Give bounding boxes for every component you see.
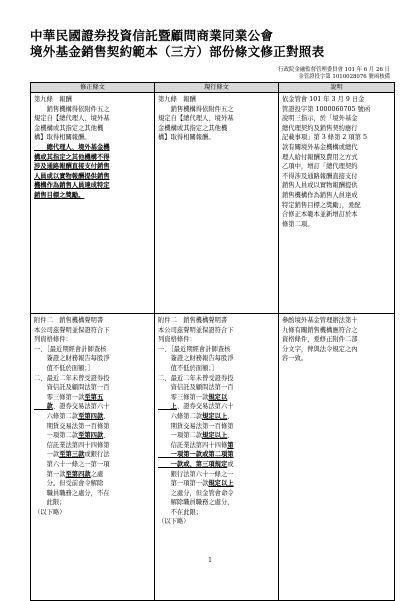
text-line bbox=[158, 431, 275, 441]
text-line bbox=[34, 335, 151, 345]
text-segment: 職員職務之處分，不在 bbox=[34, 489, 110, 497]
text-line bbox=[158, 393, 275, 403]
text-line bbox=[34, 460, 151, 470]
text-segment: 第六十一條之一第一項 bbox=[34, 460, 110, 468]
text-line bbox=[158, 517, 275, 527]
approval-line-1: 行政院金融監督管理委員會 101 年 6 月 26 日 bbox=[278, 67, 390, 73]
text-line: 款有關境外基金機構或總代 bbox=[282, 143, 358, 151]
text-segment: 、 bbox=[103, 432, 110, 440]
text-segment: 列資格條件： bbox=[34, 336, 72, 344]
text-segment: 信託業法第四十四條 bbox=[158, 441, 228, 449]
amended-text: 至第四款 bbox=[65, 470, 91, 478]
text-line: 不得涉及通路報酬直接支付 bbox=[282, 172, 358, 180]
text-segment: 、證券交易法第六十 bbox=[52, 403, 110, 411]
text-line bbox=[34, 441, 151, 451]
header-current: 現行條文 bbox=[155, 83, 279, 93]
amended-text: 一項第一款或第二項第 bbox=[158, 451, 234, 459]
text-segment: 一項第二款 bbox=[158, 432, 203, 440]
text-segment: 銷售機構得依附件五之 bbox=[34, 105, 110, 113]
text-line bbox=[34, 508, 151, 518]
text-line: 規定自【總代理人、境外基 bbox=[158, 115, 234, 123]
text-line bbox=[34, 431, 151, 441]
amended-text: 銷售目標之獎勵。 bbox=[34, 191, 85, 199]
text-line bbox=[158, 422, 275, 432]
text-segment: 一、［最近期經會計師查核 bbox=[158, 345, 231, 353]
text-line: 理人給付報酬及費用之方式 bbox=[282, 153, 358, 161]
text-line bbox=[34, 105, 151, 115]
header-amended: 修正條文 bbox=[31, 83, 155, 93]
amended-text: 規定以上 bbox=[202, 412, 228, 420]
text-segment: 本公司茲聲明並保證符合下 bbox=[34, 326, 110, 334]
text-line bbox=[158, 412, 275, 422]
amended-text: 構或其指定之其他機構不得 bbox=[34, 153, 110, 161]
document-title-association: 中華民國證券投資信託暨顧問商業同業公會 bbox=[30, 28, 274, 43]
text-segment: 值不低於面額；］ bbox=[158, 364, 218, 372]
text-line bbox=[34, 402, 151, 412]
text-line: 管證投字第 1000060705 號函 bbox=[282, 105, 371, 113]
text-line: 銷售機構得依附件五之 bbox=[158, 105, 234, 113]
text-line bbox=[34, 326, 151, 336]
text-line bbox=[34, 114, 151, 124]
text-line bbox=[158, 402, 275, 412]
text-segment: 期貨交易法第一百條第 bbox=[34, 422, 110, 430]
text-line: 合修正本範本並新增訂於本 bbox=[282, 211, 358, 219]
text-line: 參酌境外基金管理辦法第十 bbox=[282, 317, 358, 324]
text-segment: 不在此限； bbox=[158, 508, 203, 516]
text-line: 記載事項」第 3 條第 2 項第 5 bbox=[282, 134, 367, 142]
text-segment: 一款 bbox=[34, 451, 60, 459]
text-line bbox=[34, 316, 151, 326]
amended-text: 上 bbox=[158, 403, 177, 411]
text-line: 金機構或其指定之其他機 bbox=[158, 124, 228, 132]
text-line: 銷售機構作為銷售人員達成 bbox=[282, 191, 358, 199]
text-line: 銷售人員或以實物報酬提供 bbox=[282, 182, 358, 190]
text-segment: 六條第二款 bbox=[158, 412, 203, 420]
text-segment: 附件二 銷售機構聲明書 bbox=[158, 317, 228, 324]
text-segment: 列資格條件： bbox=[158, 336, 196, 344]
amended-text: 規定以上 bbox=[202, 432, 228, 440]
text-segment: 規定自【總代理人、境外基 bbox=[34, 115, 110, 123]
amended-text: 規定以上 bbox=[208, 480, 234, 488]
text-line bbox=[158, 364, 275, 374]
text-line: 資格條件，爰修正附件二部 bbox=[282, 336, 358, 344]
text-segment: 信託業法第四十四條第 bbox=[34, 441, 110, 449]
text-line bbox=[158, 460, 275, 470]
text-line bbox=[34, 364, 151, 374]
text-segment: 附件二 銷售機構聲明書 bbox=[34, 317, 104, 324]
text-line bbox=[34, 162, 151, 172]
text-line: 依金管會 101 年 3 月 9 日金 bbox=[282, 96, 365, 103]
amended-text: 至第四款 bbox=[78, 412, 104, 420]
text-line bbox=[34, 383, 151, 393]
text-segment: 或銀行法 bbox=[84, 451, 110, 459]
text-line bbox=[158, 383, 275, 393]
text-segment: 、 bbox=[227, 432, 234, 440]
text-segment: 、證券交易法第六十 bbox=[176, 403, 234, 411]
text-segment: 第九條 報酬 bbox=[34, 96, 72, 103]
amended-text: 至第四款 bbox=[78, 432, 104, 440]
amended-text: 機構作為銷售人員達成特定 bbox=[34, 182, 110, 190]
text-line bbox=[158, 479, 275, 489]
amended-text: 一款或、第三項規定 bbox=[158, 460, 228, 468]
text-line bbox=[34, 124, 151, 134]
text-line bbox=[158, 470, 275, 480]
text-line bbox=[158, 345, 275, 355]
text-line bbox=[34, 470, 151, 480]
current-article-9 bbox=[155, 93, 279, 314]
text-line: 說明三指示，於「境外基金 bbox=[282, 115, 358, 123]
text-line bbox=[158, 489, 275, 499]
amended-article-9 bbox=[31, 93, 155, 314]
text-segment: 、 bbox=[103, 412, 110, 420]
text-segment: 簽證之財務報告每股淨 bbox=[34, 355, 110, 363]
text-line bbox=[34, 422, 151, 432]
text-line: 總代理契約及銷售契約應行 bbox=[282, 124, 358, 132]
text-segment: 第一款 bbox=[34, 470, 66, 478]
document-title-comparison: 境外基金銷售契約範本（三方）部份條文修正對照表 bbox=[30, 44, 325, 59]
page-number: 1 bbox=[208, 557, 212, 564]
amended-text: 人員或以實物報酬提供銷售 bbox=[34, 172, 110, 180]
text-segment: 或 bbox=[227, 460, 234, 468]
text-line bbox=[34, 498, 151, 508]
text-segment: 分。但受前會令解除 bbox=[34, 480, 104, 488]
text-segment: 此限； bbox=[34, 499, 66, 507]
text-segment: 一項第二款 bbox=[34, 432, 79, 440]
table-header-row bbox=[31, 83, 395, 93]
text-segment: 一、［最近期經會計師查核 bbox=[34, 345, 107, 353]
text-line bbox=[158, 508, 275, 518]
explanation-article-9 bbox=[279, 93, 395, 314]
table-row bbox=[31, 93, 395, 314]
text-segment: 期貨交易法第一百條第 bbox=[158, 422, 234, 430]
text-segment: 簽證之財務報告每股淨 bbox=[158, 355, 234, 363]
text-line bbox=[34, 95, 151, 105]
text-segment: 、 bbox=[227, 412, 234, 420]
text-segment: 金機構或其指定之其他機 bbox=[34, 124, 104, 132]
text-line bbox=[34, 345, 151, 355]
amended-text: 規定以 bbox=[208, 393, 228, 401]
text-line bbox=[158, 450, 275, 460]
text-segment: 六條第二款 bbox=[34, 412, 79, 420]
text-line bbox=[34, 153, 151, 163]
text-segment: 二、最近二年未曾受證券投 bbox=[34, 374, 110, 382]
text-segment: 二、最近二年未曾受證券投 bbox=[158, 374, 234, 382]
amended-text: 至第三款 bbox=[59, 451, 85, 459]
text-line bbox=[34, 412, 151, 422]
text-line bbox=[34, 133, 151, 143]
amended-text: 至第五 bbox=[84, 393, 104, 401]
text-line bbox=[34, 450, 151, 460]
text-line: 第九條 報酬 bbox=[158, 96, 196, 103]
text-line bbox=[34, 181, 151, 191]
text-segment: 本公司茲聲明並保證符合下 bbox=[158, 326, 234, 334]
text-line: 條第二項。 bbox=[282, 220, 314, 228]
text-segment: 之處分，但金管會命令 bbox=[158, 489, 234, 497]
text-segment: 資信託及顧問法第一百 bbox=[158, 384, 234, 392]
text-segment: 資信託及顧問法第一百 bbox=[34, 384, 110, 392]
text-line bbox=[34, 191, 151, 201]
amended-text: 總代理人、境外基金機 bbox=[34, 143, 110, 151]
text-segment: 銀行法第六十一條之一 bbox=[158, 470, 234, 478]
text-line bbox=[158, 326, 275, 336]
text-segment: 之處 bbox=[90, 470, 104, 478]
text-line: 分文字，俾與法令規定之內 bbox=[282, 345, 358, 353]
text-line: 特定銷售目標之獎勵」，爰配 bbox=[282, 201, 361, 209]
text-segment: 構】取得相關報酬。 bbox=[34, 134, 91, 142]
text-segment: （以下略） bbox=[158, 518, 190, 526]
text-line bbox=[158, 316, 275, 326]
text-line: 乙項中，增訂「總代理契約 bbox=[282, 163, 358, 171]
text-line bbox=[34, 393, 151, 403]
text-line bbox=[34, 479, 151, 489]
amended-text: 款 bbox=[34, 403, 53, 411]
amended-text: 涉及通路報酬直接支付銷售 bbox=[34, 163, 110, 171]
text-segment: 零三條第一款 bbox=[34, 393, 85, 401]
approval-line-2: 金管證投字第 1010028076 號函核備 bbox=[298, 74, 390, 80]
text-line bbox=[34, 489, 151, 499]
text-line: 九條有關銷售機構應符合之 bbox=[282, 326, 358, 334]
text-segment: 解除職員職務之處分， bbox=[158, 499, 234, 507]
text-line bbox=[158, 335, 275, 345]
text-segment: 第一項第一款 bbox=[158, 480, 209, 488]
text-line bbox=[34, 143, 151, 153]
text-line bbox=[158, 498, 275, 508]
text-line bbox=[34, 172, 151, 182]
text-line bbox=[34, 374, 151, 384]
text-segment: 零三條第一款 bbox=[158, 393, 209, 401]
comparison-table bbox=[30, 82, 395, 601]
amended-text: 第 bbox=[227, 441, 234, 449]
text-line bbox=[158, 354, 275, 364]
text-segment: （以下略） bbox=[34, 508, 66, 516]
text-line bbox=[158, 374, 275, 384]
header-explanation: 說明 bbox=[279, 83, 395, 93]
text-line: 構】取得相關報酬。 bbox=[158, 134, 215, 142]
text-line: 容一致。 bbox=[282, 355, 308, 363]
text-line bbox=[34, 354, 151, 364]
text-line bbox=[158, 441, 275, 451]
text-segment: 值不低於面額；］ bbox=[34, 364, 94, 372]
